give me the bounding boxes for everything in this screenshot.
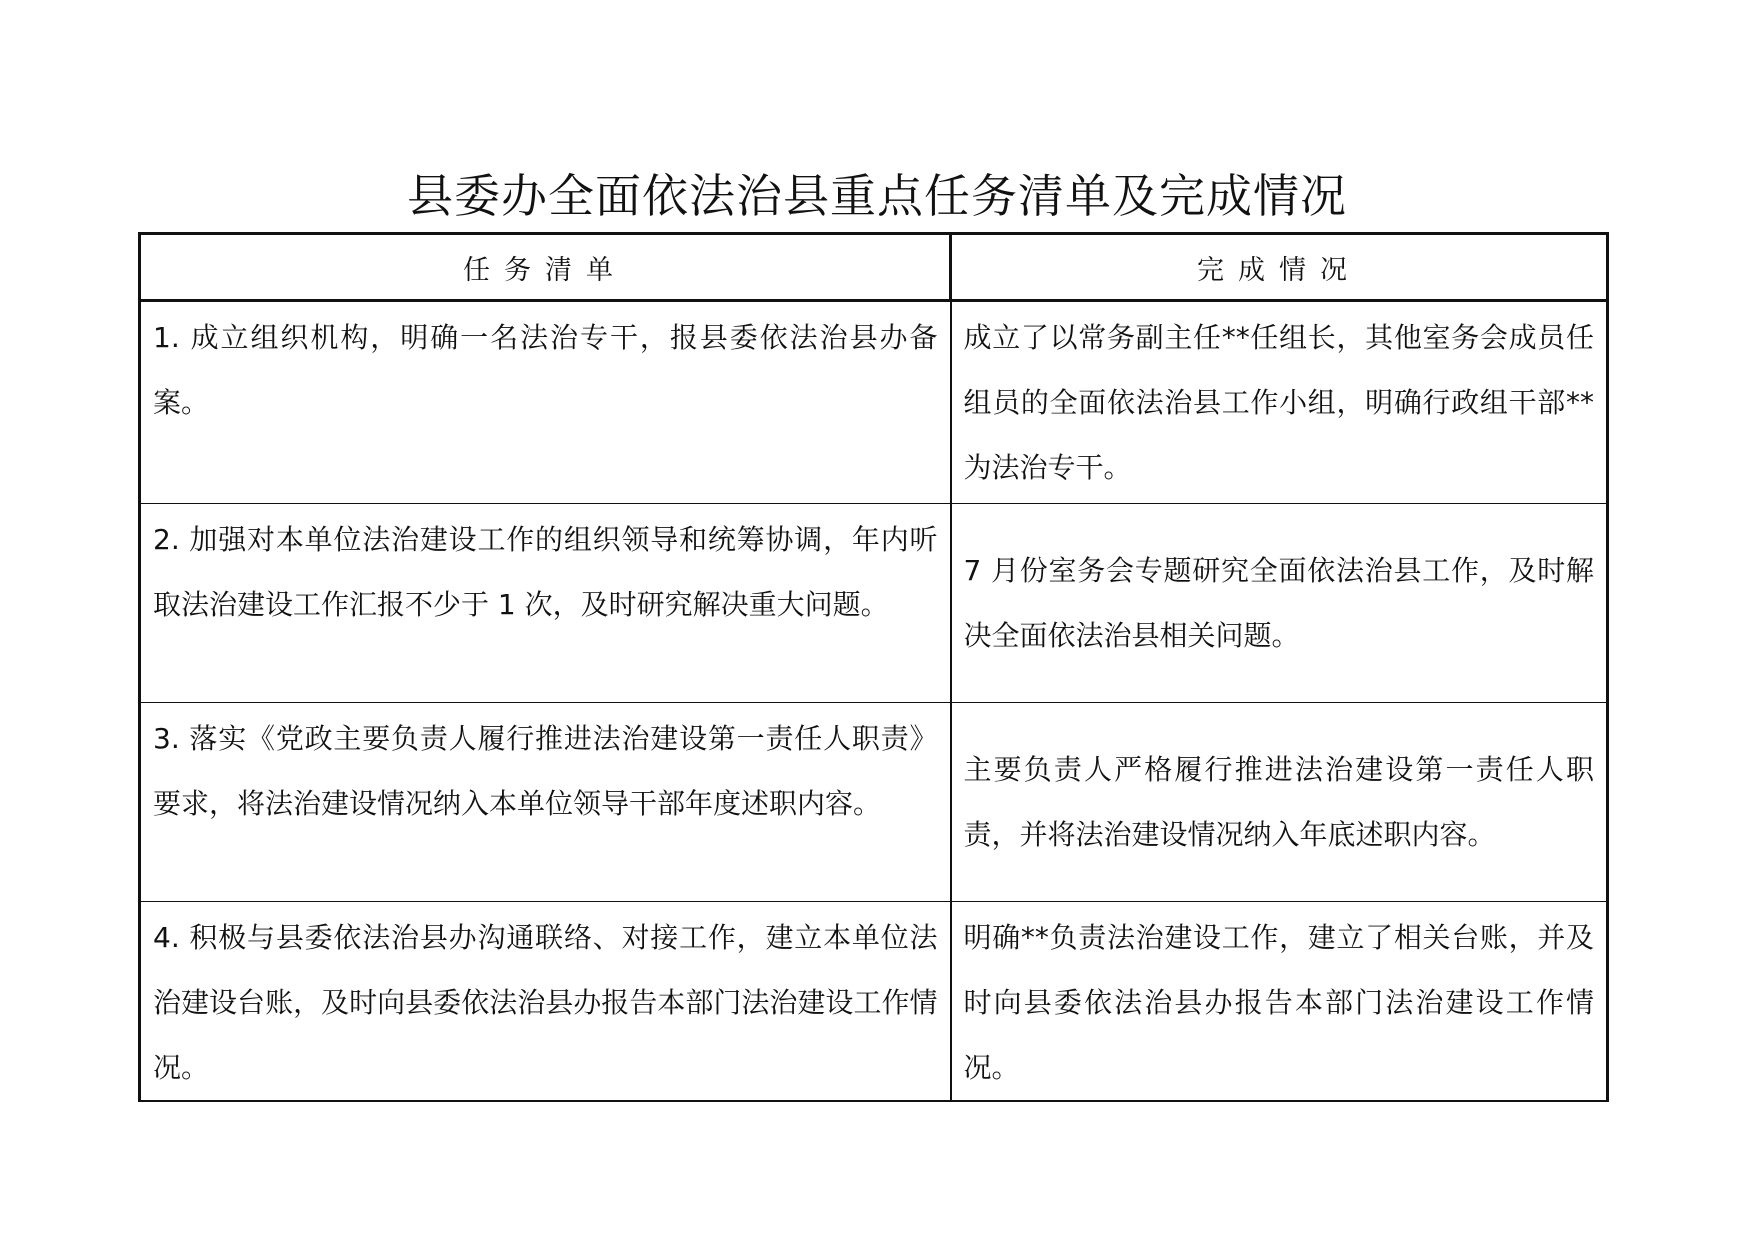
status-cell: 成立了以常务副主任**任组长，其他室务会成员任组员的全面依法治县工作小组，明确行政组干部**为法治专干。 [951,301,1608,504]
task-cell: 1. 成立组织机构，明确一名法治专干，报县委依法治县办备案。 [140,301,951,504]
column-header-task-list: 任务清单 [140,234,951,301]
task-cell: 4. 积极与县委依法治县办沟通联络、对接工作，建立本单位法治建设台账，及时向县委依法治县办报告本部门法治建设工作情况。 [140,902,951,1102]
task-cell: 3. 落实《党政主要负责人履行推进法治建设第一责任人职责》要求，将法治建设情况纳入本单位领导干部年度述职内容。 [140,703,951,902]
table-row [140,902,1608,1102]
table-row [140,703,1608,902]
page-title: 县委办全面依法治县重点任务清单及完成情况 [407,169,1347,223]
task-cell: 2. 加强对本单位法治建设工作的组织领导和统筹协调，年内听取法治建设工作汇报不少于 1 次，及时研究解决重大问题。 [140,504,951,703]
status-cell: 7 月份室务会专题研究全面依法治县工作，及时解决全面依法治县相关问题。 [951,504,1608,703]
column-header-completion-status: 完成情况 [951,234,1608,301]
table-header-row [140,234,1608,301]
table-row [140,504,1608,703]
task-table [138,232,1609,1102]
table-row [140,301,1608,504]
status-cell: 主要负责人严格履行推进法治建设第一责任人职责，并将法治建设情况纳入年底述职内容。 [951,703,1608,902]
status-cell: 明确**负责法治建设工作，建立了相关台账，并及时向县委依法治县办报告本部门法治建设工作情况。 [951,902,1608,1102]
